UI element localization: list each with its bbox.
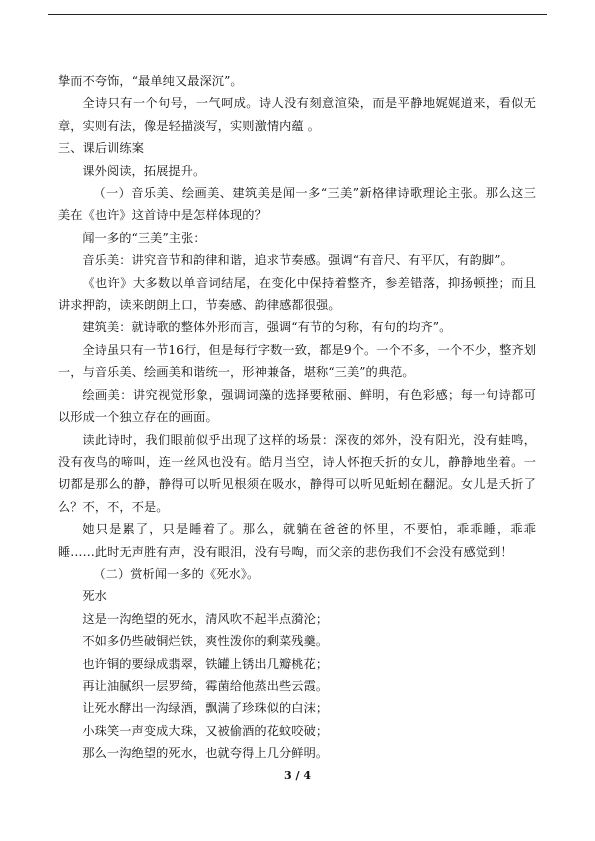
poem-line: 那么一沟绝望的死水，也就夸得上几分鲜明。	[82, 746, 329, 761]
paragraph: 音乐美：讲究音节和韵律和谐，追求节奏感。强调“有音尺、有平仄，有韵脚”。	[82, 253, 513, 268]
paragraph: 《也许》大多数以单音词结尾，在变化中保持着整齐，参差错落，抑扬顿挫；而且讲求押韵，读来朗朗上口，节奏感、韵律感都很强。	[58, 275, 536, 313]
poem-line: 也许铜的要绿成翡翠，铁罐上锈出几瓣桃花；	[82, 656, 329, 671]
paragraph: 全诗虽只有一节16行，但是每行字数一致，都是9个。一个不多，一个不少，整齐划一，与音乐美、绘画美和谐统一，形神兼备，堪称“三美”的典范。	[58, 342, 537, 380]
poem-line: 再让油腻织一层罗绮，霉菌给他蒸出些云霞。	[82, 678, 329, 693]
section-heading: 三、课后训练案	[58, 141, 145, 156]
paragraph: 建筑美：就诗歌的整体外形而言，强调“有节的匀称，有句的均齐”。	[82, 320, 452, 335]
poem-line: 不如多仍些破铜烂铁，爽性泼你的剩菜残羹。	[82, 634, 329, 649]
header-rule	[48, 14, 547, 15]
paragraph: 挚而不夸饰，“最单纯又最深沉”。	[58, 74, 243, 88]
poem-line: 让死水酵出一沟绿酒，飘满了珍珠似的白沫；	[82, 701, 329, 716]
paragraph: 全诗只有一个句号，一气呵成。诗人没有刻意渲染，而是平静地娓娓道来，看似无章，实则有法，像是轻描淡写，实则激情内蕴 。	[58, 96, 536, 133]
poem-title: 死水	[82, 589, 107, 604]
paragraph: 绘画美：讲究视觉形象，强调词藻的选择要秾丽、鲜明，有色彩感；每一句诗都可以形成一个独立存在的画面。	[58, 387, 536, 425]
paragraph: 闻一多的“三美”主张：	[82, 230, 206, 245]
paragraph: 读此诗时，我们眼前似乎出现了这样的场景：深夜的郊外，没有阳光，没有蛙鸣，没有夜鸟的啼叫，连一丝风也没有。皓月当空，诗人怀抱夭折的女儿，静静地坐着。一切都是那么的静，静得可以听见根须在吸水，静得可以听见蚯蚓在翻泥。女儿是夭折了么？不，不，不是。	[58, 432, 536, 514]
poem-body	[58, 608, 536, 765]
document-body	[58, 70, 536, 765]
poem-line: 小珠笑一声变成大珠，又被偷酒的花蚊咬破；	[82, 723, 329, 738]
question-paragraph: （一）音乐美、绘画美、建筑美是闻一多“三美”新格律诗歌理论主张。那么这三美在《也许》这首诗中是怎样体现的？	[58, 186, 536, 223]
paragraph: 课外阅读，拓展提升。	[82, 163, 206, 178]
page-number: 3 / 4	[284, 769, 311, 782]
paragraph: 她只是累了，只是睡着了。那么，就躺在爸爸的怀里，不要怕，乖乖睡，乖乖睡……此时无声胜有声，没有眼泪，没有号啕，而父亲的悲伤我们不会没有感觉到！	[58, 522, 536, 559]
question-paragraph: （二）赏析闻一多的《死水》。	[93, 566, 260, 581]
poem-line: 这是一沟绝望的死水，清风吹不起半点漪沦；	[82, 611, 329, 626]
